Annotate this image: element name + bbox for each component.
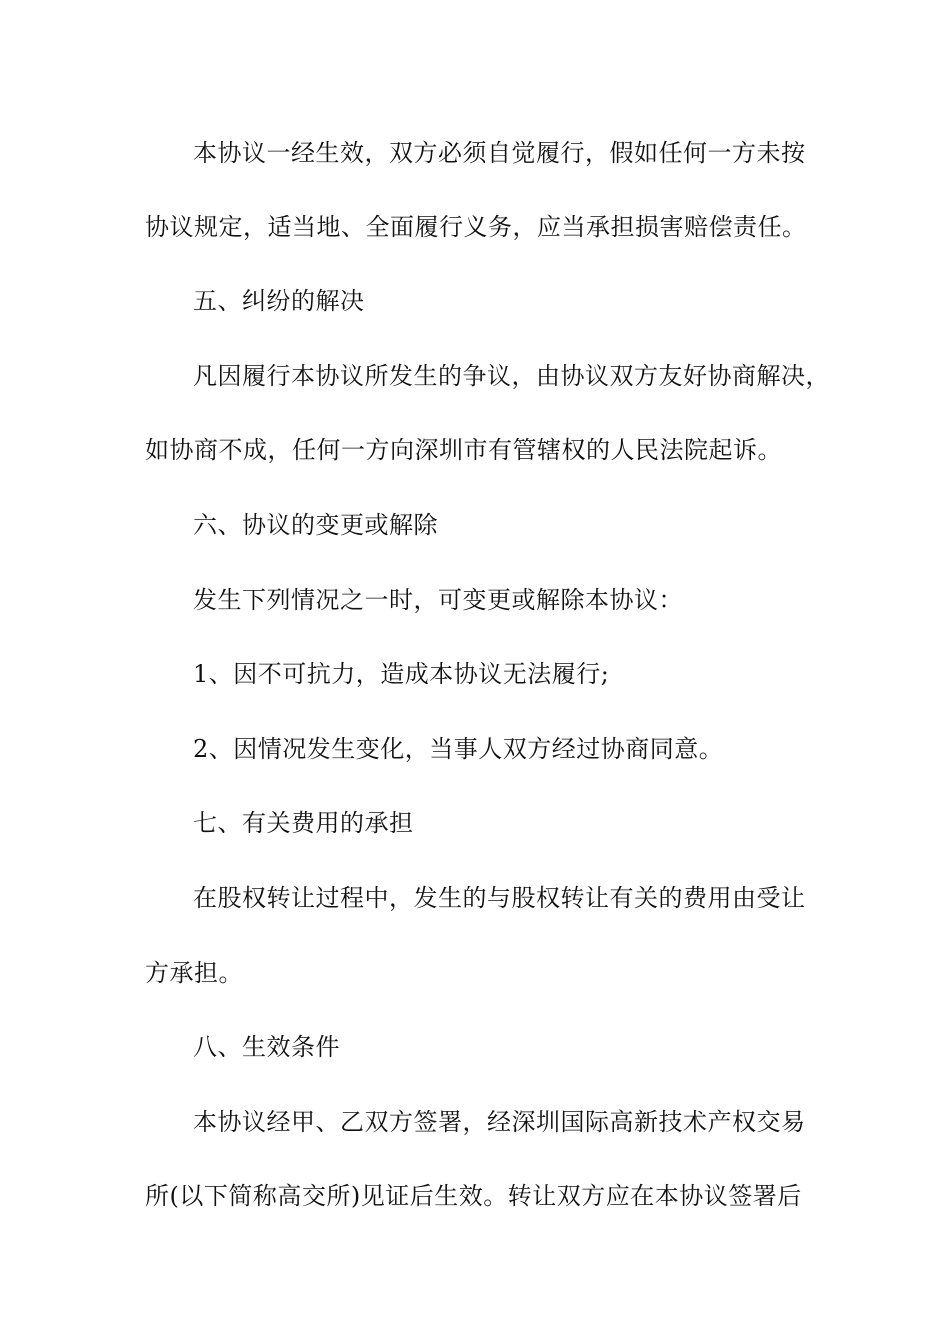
list-item: 1、因不可抗力，造成本协议无法履行; [193, 660, 610, 688]
paragraph-line: 发生下列情况之一时，可变更或解除本协议： [193, 586, 683, 614]
section-heading: 七、有关费用的承担 [193, 809, 414, 837]
paragraph-line: 凡因履行本协议所发生的争议，由协议双方友好协商解决， [193, 362, 830, 390]
paragraph-line: 所(以下简称高交所)见证后生效。转让双方应在本协议签署后 [145, 1182, 802, 1210]
list-item: 2、因情况发生变化，当事人双方经过协商同意。 [193, 735, 724, 763]
paragraph-line: 如协商不成，任何一方向深圳市有管辖权的人民法院起诉。 [145, 436, 782, 464]
paragraph-line: 协议规定，适当地、全面履行义务，应当承担损害赔偿责任。 [145, 213, 807, 241]
section-heading: 六、协议的变更或解除 [193, 511, 438, 539]
section-heading: 八、生效条件 [193, 1033, 340, 1061]
paragraph-line: 本协议经甲、乙双方签署，经深圳国际高新技术产权交易 [193, 1108, 806, 1136]
paragraph-line: 方承担。 [145, 959, 243, 987]
section-heading: 五、纠纷的解决 [193, 287, 365, 315]
paragraph-line: 在股权转让过程中，发生的与股权转让有关的费用由受让 [193, 884, 806, 912]
paragraph-line: 本协议一经生效，双方必须自觉履行，假如任何一方未按 [193, 139, 806, 167]
